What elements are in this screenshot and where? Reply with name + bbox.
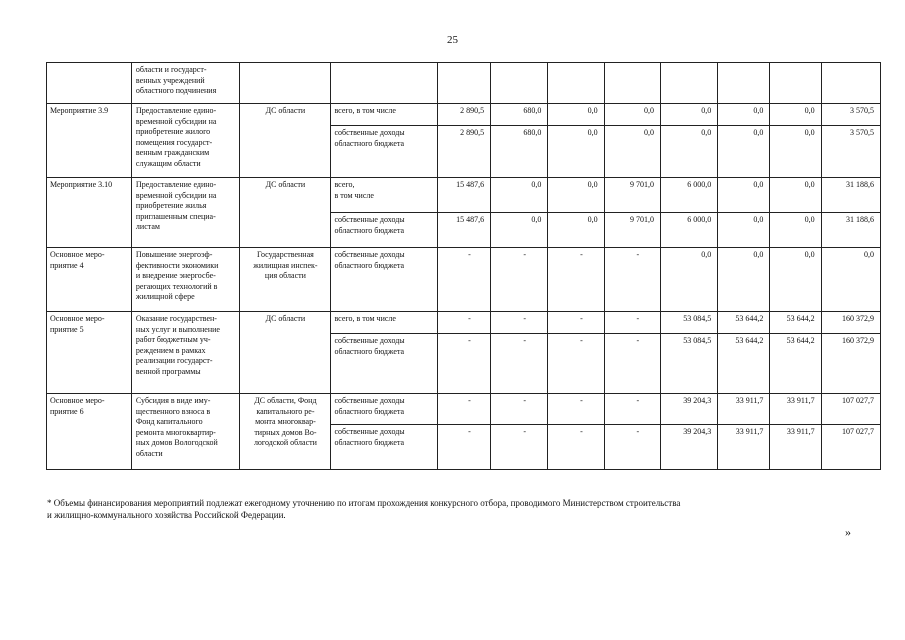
measure-name-cell — [47, 63, 132, 104]
amount-cell: - — [604, 312, 660, 334]
amount-cell: 0,0 — [770, 178, 821, 213]
funding-source-cell: собственные доходы областного бюджета — [331, 394, 437, 425]
amount-cell: - — [437, 334, 490, 394]
amount-cell: - — [548, 425, 604, 470]
funding-source-cell: всего, в том числе — [331, 178, 437, 213]
amount-cell: 33 911,7 — [770, 394, 821, 425]
amount-cell: 0,0 — [548, 126, 604, 178]
amount-cell: 0,0 — [718, 178, 770, 213]
amount-cell — [437, 63, 490, 104]
funding-source-cell: собственные доходы областного бюджета — [331, 248, 437, 312]
amount-cell: - — [548, 334, 604, 394]
measure-description-cell: области и государст- венных учреждений областного подчинения — [131, 63, 239, 104]
amount-cell: 53 084,5 — [660, 334, 717, 394]
amount-cell: - — [604, 394, 660, 425]
amount-cell: 0,0 — [821, 248, 880, 312]
amount-cell: 0,0 — [660, 126, 717, 178]
table-row — [47, 312, 881, 334]
measure-description-cell: Предоставление едино- временной субсидии на приобретение жилья приглашенным специа- листам — [131, 178, 239, 248]
measure-description-cell: Предоставление едино- временной субсидии на приобретение жилого помещения государст- венным гражданским служащим области — [131, 104, 239, 178]
amount-cell — [660, 63, 717, 104]
amount-cell: 0,0 — [770, 126, 821, 178]
table-row — [47, 63, 881, 104]
amount-cell: 0,0 — [491, 178, 548, 213]
amount-cell: 53 644,2 — [718, 312, 770, 334]
amount-cell: - — [604, 248, 660, 312]
amount-cell: 3 570,5 — [821, 126, 880, 178]
table-row — [47, 394, 881, 425]
amount-cell: 31 188,6 — [821, 213, 880, 248]
responsible-executor-cell: Государственная жилищная инспек- ция области — [240, 248, 331, 312]
amount-cell: 53 644,2 — [770, 312, 821, 334]
table-row — [47, 178, 881, 213]
amount-cell: 0,0 — [770, 248, 821, 312]
amount-cell: 53 644,2 — [718, 334, 770, 394]
funding-source-cell: собственные доходы областного бюджета — [331, 213, 437, 248]
amount-cell — [491, 63, 548, 104]
amount-cell: 2 890,5 — [437, 104, 490, 126]
amount-cell: 0,0 — [718, 126, 770, 178]
amount-cell: - — [604, 334, 660, 394]
amount-cell: 160 372,9 — [821, 312, 880, 334]
funding-source-cell — [331, 63, 437, 104]
amount-cell: 6 000,0 — [660, 213, 717, 248]
amount-cell: 0,0 — [770, 104, 821, 126]
amount-cell: 9 701,0 — [604, 213, 660, 248]
measure-name-cell: Мероприятие 3.9 — [47, 104, 132, 178]
amount-cell: - — [491, 312, 548, 334]
amount-cell: 3 570,5 — [821, 104, 880, 126]
measure-name-cell: Основное меро- приятие 6 — [47, 394, 132, 470]
amount-cell: 31 188,6 — [821, 178, 880, 213]
amount-cell: 680,0 — [491, 104, 548, 126]
amount-cell: 107 027,7 — [821, 394, 880, 425]
responsible-executor-cell: ДС области, Фонд капитального ре- монта многоквар- тирных домов Во- логодской области — [240, 394, 331, 470]
responsible-executor-cell: ДС области — [240, 104, 331, 178]
measure-description-cell: Повышение энергоэф- фективности экономики и внедрение энергосбе- регающих технологий в жилищной сфере — [131, 248, 239, 312]
measure-description-cell: Оказание государствен- ных услуг и выполнение работ бюджетным уч- реждением в рамках реализации государст- венной программы — [131, 312, 239, 394]
amount-cell: 680,0 — [491, 126, 548, 178]
measure-name-cell: Основное меро- приятие 5 — [47, 312, 132, 394]
amount-cell: 53 644,2 — [770, 334, 821, 394]
table-row — [47, 104, 881, 126]
amount-cell: - — [437, 248, 490, 312]
amount-cell: 9 701,0 — [604, 178, 660, 213]
amount-cell: 53 084,5 — [660, 312, 717, 334]
amount-cell: - — [604, 425, 660, 470]
funding-source-cell: собственные доходы областного бюджета — [331, 425, 437, 470]
funding-source-cell: собственные доходы областного бюджета — [331, 126, 437, 178]
amount-cell: 0,0 — [548, 178, 604, 213]
amount-cell — [548, 63, 604, 104]
amount-cell: - — [548, 312, 604, 334]
amount-cell: - — [491, 248, 548, 312]
amount-cell: 0,0 — [604, 126, 660, 178]
amount-cell: 0,0 — [491, 213, 548, 248]
table-row — [47, 248, 881, 312]
amount-cell: 39 204,3 — [660, 425, 717, 470]
amount-cell: 160 372,9 — [821, 334, 880, 394]
measure-description-cell: Субсидия в виде иму- щественного взноса в Фонд капитального ремонта многоквартир- ных домов Вологодской области — [131, 394, 239, 470]
measure-name-cell: Мероприятие 3.10 — [47, 178, 132, 248]
amount-cell: 0,0 — [718, 104, 770, 126]
financing-table — [46, 62, 881, 470]
responsible-executor-cell: ДС области — [240, 178, 331, 248]
amount-cell: 0,0 — [718, 213, 770, 248]
amount-cell: 0,0 — [548, 213, 604, 248]
amount-cell: - — [548, 248, 604, 312]
amount-cell — [821, 63, 880, 104]
table-body — [47, 63, 881, 470]
amount-cell: - — [491, 394, 548, 425]
amount-cell: 0,0 — [604, 104, 660, 126]
amount-cell: 33 911,7 — [718, 425, 770, 470]
footnote: * Объемы финансирования мероприятий подлежат ежегодному уточнению по итогам прохождения конкурсного отбора, проводимого Министерством строительства и жилищно-коммунального хозяйства Российской Федерации. — [47, 498, 681, 520]
closing-quote-mark: » — [845, 525, 851, 539]
amount-cell: 0,0 — [660, 248, 717, 312]
page-number: 25 — [447, 34, 458, 46]
measure-name-cell: Основное меро- приятие 4 — [47, 248, 132, 312]
funding-source-cell: всего, в том числе — [331, 104, 437, 126]
amount-cell: 0,0 — [660, 104, 717, 126]
amount-cell: - — [491, 425, 548, 470]
amount-cell: 39 204,3 — [660, 394, 717, 425]
amount-cell: 0,0 — [548, 104, 604, 126]
funding-source-cell: собственные доходы областного бюджета — [331, 334, 437, 394]
amount-cell — [604, 63, 660, 104]
amount-cell: 2 890,5 — [437, 126, 490, 178]
amount-cell: 33 911,7 — [718, 394, 770, 425]
amount-cell: - — [437, 394, 490, 425]
amount-cell: - — [491, 334, 548, 394]
amount-cell: 107 027,7 — [821, 425, 880, 470]
amount-cell: - — [548, 394, 604, 425]
amount-cell — [770, 63, 821, 104]
amount-cell: 6 000,0 — [660, 178, 717, 213]
amount-cell: 33 911,7 — [770, 425, 821, 470]
amount-cell: 15 487,6 — [437, 178, 490, 213]
amount-cell: - — [437, 425, 490, 470]
amount-cell: 0,0 — [718, 248, 770, 312]
amount-cell: 15 487,6 — [437, 213, 490, 248]
amount-cell — [718, 63, 770, 104]
funding-source-cell: всего, в том числе — [331, 312, 437, 334]
responsible-executor-cell: ДС области — [240, 312, 331, 394]
amount-cell: 0,0 — [770, 213, 821, 248]
responsible-executor-cell — [240, 63, 331, 104]
amount-cell: - — [437, 312, 490, 334]
